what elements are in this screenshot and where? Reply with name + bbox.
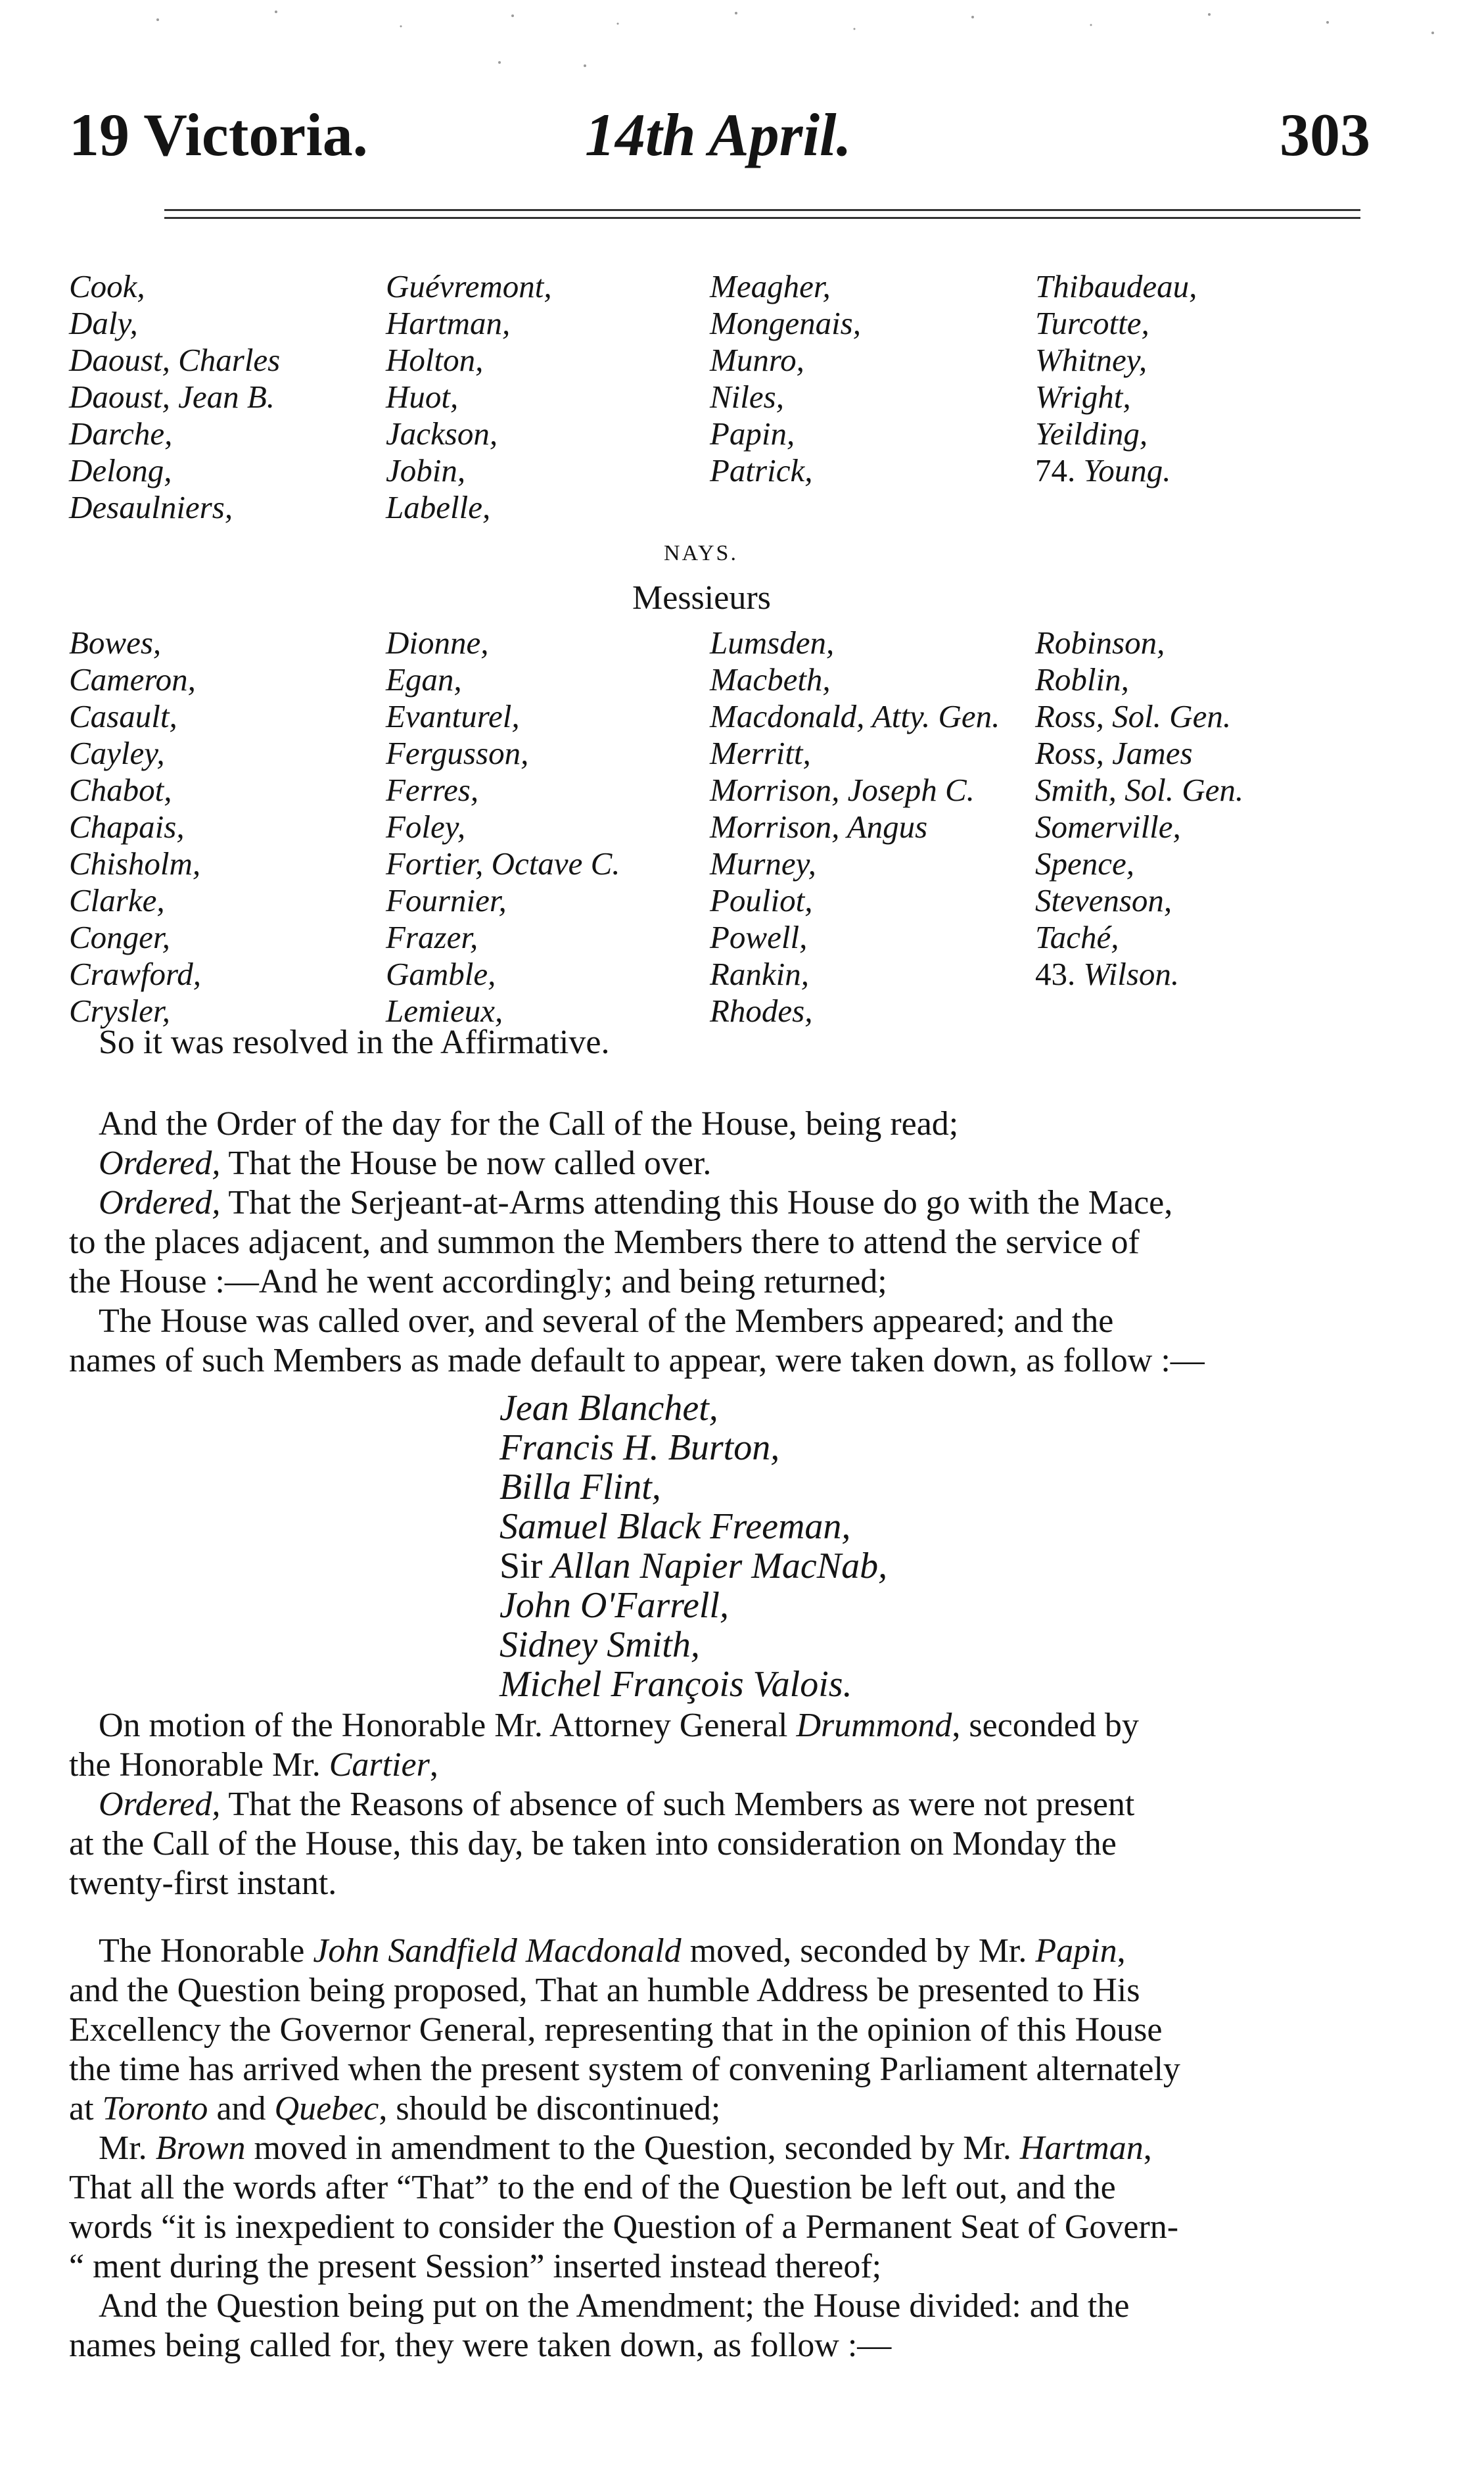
member-name: Evanturel, [386, 698, 520, 734]
paragraph-text: and [208, 2090, 275, 2127]
ordered-label: Ordered, [99, 1184, 221, 1222]
resolved-text: So it was resolved in the Affirmative. [99, 1024, 610, 1061]
yeas-column-1 [69, 268, 280, 526]
member-name: Clarke, [69, 882, 165, 918]
member-name: Gamble, [386, 956, 496, 992]
nays-column-3 [710, 625, 1000, 1030]
member-reference: Papin [1035, 1932, 1117, 1970]
member-reference: Brown [155, 2129, 246, 2167]
member-name: Morrison, Joseph C. [710, 772, 975, 808]
member-name: Cayley, [69, 735, 165, 771]
member-name: Daly, [69, 305, 138, 341]
member-name: Spence, [1035, 845, 1134, 882]
paragraph-text: , [1143, 2129, 1152, 2167]
member-name: Desaulniers, [69, 489, 233, 525]
member-name: Rankin, [710, 956, 810, 992]
member-reference: Drummond [796, 1707, 952, 1744]
paragraph-line: at the Call of the House, this day, be taken into consideration on Monday the [69, 1825, 1117, 1862]
nays-column-4 [1035, 625, 1243, 993]
nays-heading: NAYS. [664, 541, 738, 565]
absentee-name-text: Allan Napier MacNab, [551, 1546, 888, 1586]
member-name: Conger, [69, 919, 170, 955]
member-name: Chapais, [69, 809, 185, 845]
paragraph-line [69, 1706, 1357, 1745]
regnal-year: 19 Victoria. [69, 101, 368, 168]
member-name: Taché, [1035, 919, 1119, 955]
paragraph-line [69, 1932, 1357, 1971]
paragraph-line: the time has arrived when the present system of convening Parliament alternately [69, 2051, 1180, 2088]
member-name: Darche, [69, 415, 173, 452]
member-name: Roblin, [1035, 661, 1129, 698]
paragraph-line [69, 1745, 1357, 1785]
paragraph-line: to the places adjacent, and summon the Members there to attend the service of [69, 1223, 1140, 1261]
nays-column-2 [386, 625, 620, 1030]
member-name: Frazer, [386, 919, 478, 955]
paragraph-line [69, 1144, 1357, 1183]
paragraph-text: , [1117, 1932, 1126, 1970]
paragraph-text: at [69, 2090, 103, 2127]
paragraph-line: words “it is inexpedient to consider the Question of a Permanent Seat of Govern- [69, 2208, 1179, 2246]
paragraph-line: and the Question being proposed, That an humble Address be presented to His [69, 1972, 1140, 2009]
paper-speckle-marks [0, 0, 1484, 79]
member-name: Thibaudeau, [1035, 268, 1197, 304]
member-name: Meagher, [710, 268, 831, 304]
page-number: 303 [1280, 101, 1370, 168]
paragraph-text: , should be discontinued; [379, 2090, 721, 2127]
member-name: Casault, [69, 698, 177, 734]
member-name: Crawford, [69, 956, 202, 992]
nays-total: 43. [1035, 956, 1076, 992]
paragraph-line [69, 1183, 1357, 1223]
member-name: Fournier, [386, 882, 507, 918]
paragraph-line [69, 2129, 1357, 2168]
resolution-line [69, 1023, 1357, 1062]
yeas-column-2 [386, 268, 552, 526]
page-header [69, 99, 1370, 171]
call-of-house-section [69, 1104, 1357, 1381]
member-name: Yeilding, [1035, 415, 1148, 452]
paragraph-line: Excellency the Governor General, representing that in the opinion of this House [69, 2011, 1163, 2049]
member-name: Wilson. [1083, 956, 1180, 992]
absentee-name: Michel François Valois. [499, 1664, 852, 1705]
ordered-label: Ordered, [99, 1145, 221, 1182]
paragraph-text: , [429, 1746, 438, 1784]
member-name: Whitney, [1035, 342, 1148, 378]
member-name: Lemieux, [386, 993, 503, 1029]
absentee-name: Samuel Black Freeman, [499, 1506, 851, 1547]
paragraph-text: The Honorable [99, 1932, 313, 1970]
member-name: Murney, [710, 845, 816, 882]
yeas-column-3 [710, 268, 861, 489]
reasons-motion-section [69, 1706, 1357, 1903]
header-rule-top [164, 209, 1360, 211]
place-name: Toronto [102, 2090, 208, 2127]
member-name: Mongenais, [710, 305, 861, 341]
member-name: Crysler, [69, 993, 170, 1029]
member-reference: Hartman [1019, 2129, 1144, 2167]
absentee-name: Billa Flint, [499, 1467, 661, 1507]
member-reference: Cartier [329, 1746, 430, 1784]
member-name: Chabot, [69, 772, 172, 808]
member-name: Jackson, [386, 415, 498, 452]
absentee-name: Jean Blanchet, [499, 1388, 718, 1429]
ordered-label: Ordered, [99, 1786, 221, 1823]
yeas-total: 74. [1035, 452, 1076, 488]
member-name: Somerville, [1035, 809, 1181, 845]
session-date: 14th April. [585, 101, 852, 168]
member-name: Macbeth, [710, 661, 831, 698]
member-name: Morrison, Angus [710, 809, 928, 845]
member-name: Wright, [1035, 379, 1131, 415]
member-name: Foley, [386, 809, 466, 845]
title-prefix: Sir [499, 1546, 543, 1586]
place-name: Quebec [274, 2090, 379, 2127]
member-name: Turcotte, [1035, 305, 1149, 341]
paragraph-text: On motion of the Honorable Mr. Attorney General [99, 1707, 797, 1744]
member-name: Niles, [710, 379, 784, 415]
member-name: Papin, [710, 415, 795, 452]
member-name: Ross, Sol. Gen. [1035, 698, 1232, 734]
member-name: Merritt, [710, 735, 811, 771]
member-name: Ross, James [1035, 735, 1193, 771]
paragraph-text: Mr. [99, 2129, 156, 2167]
header-rule-bottom [164, 217, 1360, 219]
member-name: Cameron, [69, 661, 196, 698]
member-name: Robinson, [1035, 625, 1165, 661]
member-name: Macdonald, Atty. Gen. [710, 698, 1000, 734]
paragraph-line: the House :—And he went accordingly; and being returned; [69, 1263, 887, 1300]
seat-of-government-section [69, 1932, 1357, 2365]
paragraph-text: moved in amendment to the Question, seconded by Mr. [245, 2129, 1020, 2167]
paragraph-text: That the Reasons of absence of such Members as were not present [220, 1786, 1135, 1823]
absentee-name: John O'Farrell, [499, 1585, 729, 1626]
paragraph-line: names of such Members as made default to appear, were taken down, as follow :— [69, 1342, 1205, 1379]
member-name: Patrick, [710, 452, 813, 488]
paragraph-line: The House was called over, and several of the Members appeared; and the [99, 1302, 1114, 1340]
member-name: Munro, [710, 342, 804, 378]
paragraph-line: And the Order of the day for the Call of the House, being read; [99, 1105, 959, 1143]
member-name: Pouliot, [710, 882, 813, 918]
member-name [1035, 956, 1243, 993]
absentee-name: Sidney Smith, [499, 1625, 700, 1665]
member-name: Dionne, [386, 625, 489, 661]
nays-subheading: Messieurs [632, 579, 771, 617]
member-name: Ferres, [386, 772, 479, 808]
paragraph-text: That the Serjeant-at-Arms attending this House do go with the Mace, [220, 1184, 1173, 1222]
member-name: Holton, [386, 342, 484, 378]
member-name: Cook, [69, 268, 145, 304]
member-name: Hartman, [386, 305, 511, 341]
paragraph-line: twenty-first instant. [69, 1864, 337, 1902]
member-reference: John Sandfield Macdonald [313, 1932, 682, 1970]
member-name: Fergusson, [386, 735, 529, 771]
nays-column-1 [69, 625, 201, 1030]
member-name: Chisholm, [69, 845, 201, 882]
member-name: Labelle, [386, 489, 491, 525]
member-name: Daoust, Jean B. [69, 379, 275, 415]
member-name: Daoust, Charles [69, 342, 281, 378]
member-name: Huot, [386, 379, 459, 415]
member-name [1035, 452, 1197, 489]
member-name: Smith, Sol. Gen. [1035, 772, 1244, 808]
paragraph-line: “ ment during the present Session” inserted instead thereof; [69, 2248, 882, 2285]
member-name: Lumsden, [710, 625, 835, 661]
absentee-name [499, 1546, 887, 1586]
paragraph-line [69, 1785, 1357, 1824]
member-name: Rhodes, [710, 993, 813, 1029]
member-name: Stevenson, [1035, 882, 1172, 918]
paragraph-line: That all the words after “That” to the end of the Question be left out, and the [69, 2169, 1116, 2206]
member-name: Young. [1083, 452, 1171, 488]
paragraph-text: moved, seconded by Mr. [681, 1932, 1036, 1970]
paragraph-line: names being called for, they were taken down, as follow :— [69, 2327, 892, 2364]
absentee-name: Francis H. Burton, [499, 1427, 780, 1468]
paragraph-text: That the House be now called over. [220, 1145, 712, 1182]
paragraph-line [69, 2089, 1357, 2129]
member-name: Bowes, [69, 625, 162, 661]
paragraph-text: the Honorable Mr. [69, 1746, 329, 1784]
member-name: Egan, [386, 661, 462, 698]
yeas-column-4 [1035, 268, 1197, 489]
member-name: Powell, [710, 919, 808, 955]
member-name: Delong, [69, 452, 172, 488]
member-name: Guévremont, [386, 268, 552, 304]
paragraph-line: And the Question being put on the Amendment; the House divided: and the [99, 2287, 1130, 2325]
member-name: Fortier, Octave C. [386, 845, 620, 882]
paragraph-text: , seconded by [952, 1707, 1139, 1744]
absentee-list [499, 1388, 887, 1704]
member-name: Jobin, [386, 452, 466, 488]
